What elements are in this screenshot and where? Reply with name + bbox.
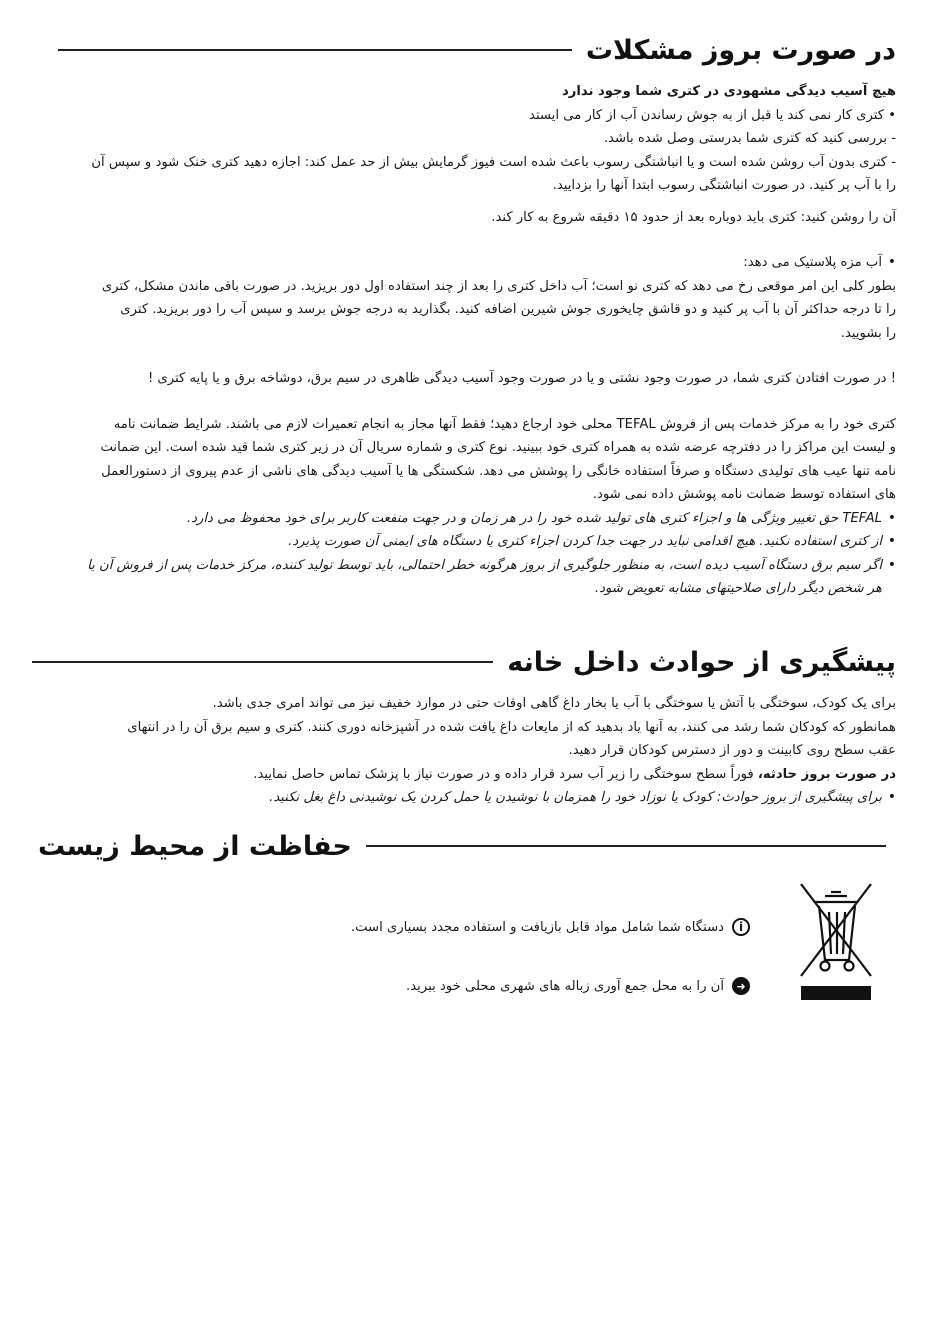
- plastic-taste-line: بطور کلی این امر موقعی رخ می دهد که کتری نو است؛ آب داخل کتری را بعد از چند استفاده اول دور بریزید. در صورت باقی ماندن مشکل، کتری: [101, 278, 896, 294]
- notice-item: • TEFAL حق تغییر ویژگی ها و اجزاء کتری های تولید شده خود را در هر زمان و در جهت منفعت کاربر برای خود محفوظ می دارد.: [60, 507, 896, 531]
- home-safety-line: همانطور که کودکان شما رشد می کنند، به آنها یاد بدهید که از مایعات داغ یافت شده در آشپزخانه دوری کنند. کتری و سیم برق آن را در انتهای: [127, 719, 896, 735]
- info-icon: i: [732, 918, 750, 936]
- recyclable-line: [351, 918, 750, 936]
- crossed-out-bin-icon: [795, 878, 877, 1002]
- plastic-taste-line: را تا درجه حداکثر آن با آب پر کنید و دو قاشق چایخوری جوش شیرین اضافه کنید. بگذارید به درجه جوش برسد و سپس آب را دور بریزید. کتری: [120, 302, 896, 317]
- home-safety-title: پیشگیری از حوادث داخل خانه: [507, 646, 896, 678]
- plastic-taste-bullet: • آب مزه پلاستیک می دهد:: [60, 251, 896, 275]
- service-line: و لیست این مراکز را در دفترچه عرضه شده به همراه کتری خود ببینید. نوع کتری و شماره سریال آن در زیر کتری شما قید شده است. این ضمانت: [100, 440, 896, 455]
- service-line: های استفاده توسط ضمانت نامه پوشش داده نمی شود.: [592, 487, 896, 502]
- recyclable-text: دستگاه شما شامل مواد قابل بازیافت و استفاده مجدد بسیاری است.: [350, 919, 724, 935]
- arrow-icon: ➜: [732, 977, 750, 995]
- troubleshooting-subheading: هیچ آسیب دیدگی مشهودی در کتری شما وجود ندارد: [561, 84, 896, 99]
- child-safety-list: [60, 786, 896, 810]
- troubleshooting-heading-row: [44, 30, 896, 70]
- home-safety-heading-row: [18, 642, 896, 682]
- home-safety-line: برای یک کودک، سوختگی با آتش یا سوختگی با آب یا بخار داغ گاهی اوقات حتی در موارد خفیف نیز می تواند امری جدی باشد.: [212, 696, 896, 711]
- emergency-rest: فوراً سطح سوختگی را زیر آب سرد قرار داده و در صورت نیاز با پزشک تماس حاصل نمایید.: [253, 766, 758, 782]
- troubleshooting-line: را با آب پر کنید. در صورت انباشتگی رسوب ابتدا آنها را بزدایید.: [552, 178, 896, 193]
- notice-list: [60, 507, 896, 578]
- notice-item: • اگر سیم برق دستگاه آسیب دیده است، به منظور جلوگیری از بروز هرگونه خطر احتمالی، باید توسط تولید کننده، مرکز خدمات پس از فروش آن یا: [60, 554, 896, 578]
- troubleshooting-section: [60, 80, 896, 601]
- heading-rule: [366, 845, 886, 847]
- troubleshooting-line: آن را روشن کنید: کتری باید دوباره بعد از حدود ۱۵ دقیقه شروع به کار کند.: [491, 209, 896, 225]
- notice-item: • از کتری استفاده نکنید. هیچ اقدامی نباید در جهت جدا کردن اجزاء کتری یا دستگاه های ایمنی آن صورت پذیرد.: [60, 530, 896, 554]
- damage-warning: ! در صورت افتادن کتری شما، در صورت وجود نشتی و یا در صورت وجود آسیب دیدگی ظاهری در سیم برق، دوشاخه برق و یا پایه کتری !: [147, 371, 896, 386]
- plastic-taste-line: را بشویید.: [840, 325, 896, 341]
- notice-item-continuation: هر شخص دیگر دارای صلاحیتهای مشابه تعویض شود.: [594, 581, 882, 596]
- environment-heading-row: [38, 826, 900, 866]
- disposal-line: [406, 977, 750, 995]
- heading-rule: [58, 49, 572, 51]
- service-line: کتری خود را به مرکز خدمات پس از فروش TEFAL محلی خود ارجاع دهید؛ فقط آنها مجاز به انجام تعمیرات لازم می باشند. شرایط ضمانت نامه: [113, 416, 896, 432]
- child-safety-item: • برای پیشگیری از بروز حوادث: کودک یا نوزاد خود را همزمان با نوشیدن یا حمل کردن یک نوشیدنی داغ بغل نکنید.: [60, 786, 896, 810]
- home-safety-section: [60, 692, 896, 810]
- troubleshooting-title: در صورت بروز مشکلات: [585, 34, 896, 66]
- disposal-text: آن را به محل جمع آوری زباله های شهری محلی خود ببرید.: [406, 978, 724, 994]
- heading-rule: [32, 661, 493, 663]
- service-line: نامه تنها عیب های تولیدی دستگاه و صرفاً استفاده خانگی را پوشش می دهد. شکستگی ها یا آسیب دیدگی های ناشی از عدم پیروی از دستورالعمل: [101, 463, 896, 479]
- emergency-line: [60, 763, 896, 787]
- troubleshooting-line: • کتری کار نمی کند یا قبل از به جوش رساندن آب از کار می ایستد: [529, 107, 896, 123]
- home-safety-line: عقب سطح روی کابینت و دور از دسترس کودکان قرار دهید.: [568, 743, 896, 758]
- environment-title: حفاظت از محیط زیست: [38, 830, 352, 862]
- emergency-bold: در صورت بروز حادثه،: [757, 766, 896, 782]
- troubleshooting-line: - کتری بدون آب روشن شده است و یا انباشتگی رسوب باعث شده است فیوز گرمایش بیش از حد عمل کند: اجازه دهید کتری خنک شود و سپس آن: [91, 154, 896, 170]
- plastic-taste-list: [60, 251, 896, 275]
- troubleshooting-line: - بررسی کنید که کتری شما بدرستی وصل شده باشد.: [603, 131, 896, 146]
